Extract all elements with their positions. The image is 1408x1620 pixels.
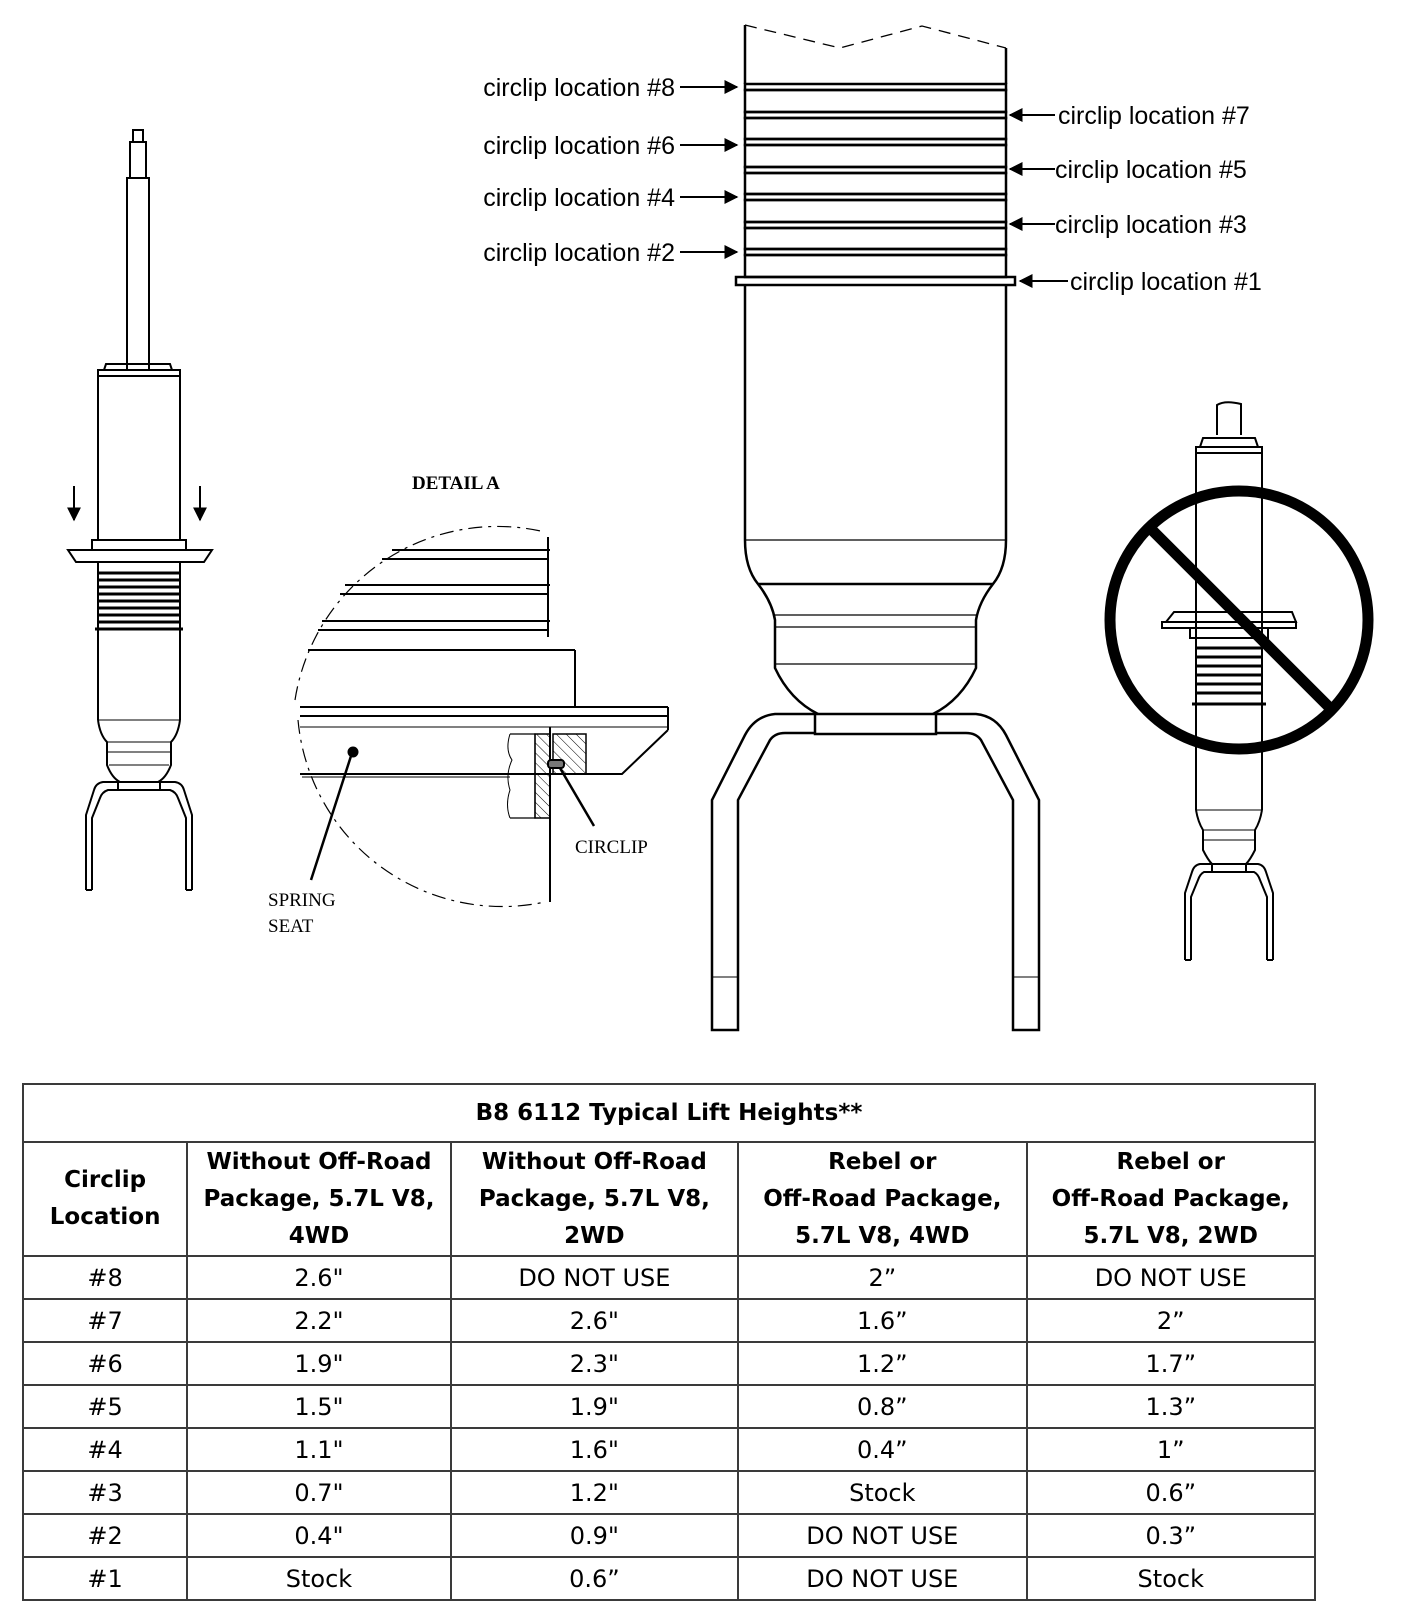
lift-height-cell: DO NOT USE (738, 1557, 1026, 1600)
column-header-line: Off-Road Package, (1051, 1185, 1290, 1212)
circlip-location-cell: #4 (23, 1428, 187, 1471)
callout-circlip-7: circlip location #7 (1058, 102, 1250, 130)
table-row (23, 1385, 1315, 1428)
lift-height-cell: 0.8” (738, 1385, 1026, 1428)
lift-height-cell: 2” (738, 1256, 1026, 1299)
circlip-label: CIRCLIP (575, 837, 648, 858)
spring-seat-label-line2: SEAT (268, 916, 314, 937)
lift-height-cell: 1” (1027, 1428, 1315, 1471)
column-header-line: Without Off-Road (206, 1148, 432, 1175)
circlip-location-cell: #3 (23, 1471, 187, 1514)
lift-height-cell: 2.6" (187, 1256, 450, 1299)
lift-heights-table (22, 1083, 1316, 1601)
column-header-line: 4WD (288, 1222, 350, 1249)
lift-height-cell: 0.7" (187, 1471, 450, 1514)
column-header-line: Without Off-Road (481, 1148, 707, 1175)
lift-height-cell: Stock (187, 1557, 450, 1600)
callout-circlip-1: circlip location #1 (1070, 268, 1262, 296)
lift-height-cell: DO NOT USE (451, 1256, 738, 1299)
callout-circlip-4: circlip location #4 (483, 184, 675, 212)
column-header (1027, 1142, 1315, 1256)
center-shock-drawing (712, 25, 1039, 1030)
lift-height-cell: DO NOT USE (1027, 1256, 1315, 1299)
table-row (23, 1428, 1315, 1471)
column-header-line: Package, 5.7L V8, (478, 1185, 710, 1212)
left-shock-drawing (68, 130, 212, 890)
column-header-line: Rebel or (828, 1148, 937, 1175)
table-row (23, 1342, 1315, 1385)
table-row (23, 1514, 1315, 1557)
column-header-line: 2WD (564, 1222, 625, 1249)
lift-height-cell: 1.3” (1027, 1385, 1315, 1428)
callout-circlip-6: circlip location #6 (483, 132, 675, 160)
table-row (23, 1256, 1315, 1299)
circlip-location-cell: #8 (23, 1256, 187, 1299)
circlip-location-cell: #7 (23, 1299, 187, 1342)
lift-height-cell: 1.9" (187, 1342, 450, 1385)
lift-height-cell: 2” (1027, 1299, 1315, 1342)
lift-height-cell: 0.6” (451, 1557, 738, 1600)
column-header (23, 1142, 187, 1256)
table-body (23, 1256, 1315, 1600)
lift-height-cell: 1.2" (451, 1471, 738, 1514)
lift-height-cell: Stock (738, 1471, 1026, 1514)
lift-height-cell: 0.4” (738, 1428, 1026, 1471)
circlip-location-cell: #5 (23, 1385, 187, 1428)
circlip-location-cell: #1 (23, 1557, 187, 1600)
circlip-location-cell: #2 (23, 1514, 187, 1557)
lift-height-cell: 1.1" (187, 1428, 450, 1471)
lift-height-cell: 1.6” (738, 1299, 1026, 1342)
lift-height-cell: DO NOT USE (738, 1514, 1026, 1557)
column-header-line: Location (49, 1204, 161, 1230)
lift-height-cell: 1.6" (451, 1428, 738, 1471)
lift-height-cell: 0.6” (1027, 1471, 1315, 1514)
column-header-line: Rebel or (1116, 1148, 1225, 1175)
callout-circlip-8: circlip location #8 (483, 74, 675, 102)
column-header (187, 1142, 450, 1256)
lift-height-cell: 1.5" (187, 1385, 450, 1428)
callout-arrows (680, 87, 1068, 281)
table-row (23, 1471, 1315, 1514)
spring-seat-label: SPRING (268, 890, 336, 911)
callout-circlip-3: circlip location #3 (1055, 211, 1247, 239)
column-header (451, 1142, 738, 1256)
table-title: B8 6112 Typical Lift Heights** (23, 1084, 1315, 1142)
callout-circlip-2: circlip location #2 (483, 239, 675, 267)
lift-height-cell: 0.3” (1027, 1514, 1315, 1557)
detail-a-title: DETAIL A (412, 473, 500, 494)
column-header-line: 5.7L V8, 4WD (795, 1222, 970, 1249)
lift-height-cell: 2.6" (451, 1299, 738, 1342)
table-header-row (23, 1142, 1315, 1256)
lift-height-cell: 0.9" (451, 1514, 738, 1557)
column-header-line: Off-Road Package, (763, 1185, 1002, 1212)
lift-height-cell: 2.3" (451, 1342, 738, 1385)
column-header (738, 1142, 1026, 1256)
column-header-line: Circlip (64, 1167, 147, 1193)
prohibited-icon (1110, 491, 1368, 749)
lift-height-cell: 1.7” (1027, 1342, 1315, 1385)
down-arrow-icon (74, 486, 200, 520)
lift-height-cell: 2.2" (187, 1299, 450, 1342)
column-header-line: Package, 5.7L V8, (203, 1185, 435, 1212)
table-row (23, 1557, 1315, 1600)
callout-circlip-5: circlip location #5 (1055, 156, 1247, 184)
lift-height-cell: Stock (1027, 1557, 1315, 1600)
lift-height-cell: 1.2” (738, 1342, 1026, 1385)
table-row (23, 1299, 1315, 1342)
lift-height-cell: 0.4" (187, 1514, 450, 1557)
column-header-line: 5.7L V8, 2WD (1083, 1222, 1258, 1249)
circlip-location-cell: #6 (23, 1342, 187, 1385)
lift-height-cell: 1.9" (451, 1385, 738, 1428)
